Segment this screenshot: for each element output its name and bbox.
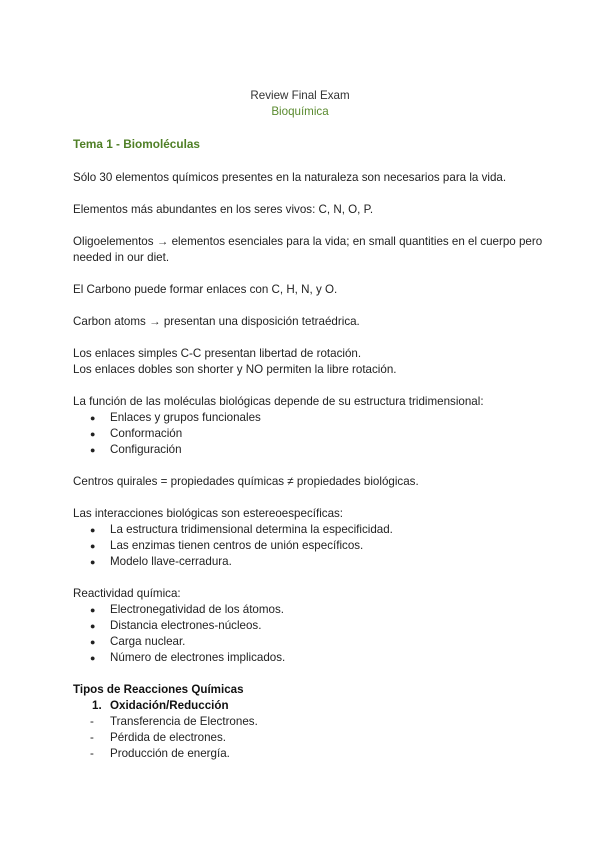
enlaces-dobles-line: Los enlaces dobles son shorter y NO permiten la libre rotación. bbox=[73, 363, 397, 376]
list-item: ● Conformación bbox=[90, 427, 183, 440]
bullet-icon: ● bbox=[90, 605, 96, 615]
bullet-list-interacciones bbox=[73, 522, 543, 570]
dash-icon: - bbox=[90, 715, 94, 728]
bullet-icon: ● bbox=[90, 637, 96, 647]
list-item: ● La estructura tridimensional determina la especificidad. bbox=[90, 523, 393, 536]
list-item: ● Modelo llave-cerradura. bbox=[90, 555, 232, 568]
paragraph-oligoelementos: Oligoelementos → elementos esenciales para la vida; en small quantities en el cuerpo pero needed in our diet. bbox=[73, 235, 543, 264]
bullet-list-funcion bbox=[73, 410, 543, 458]
bullet-icon: ● bbox=[90, 621, 96, 631]
bullet-icon: ● bbox=[90, 557, 96, 567]
list-item: ● Configuración bbox=[90, 443, 182, 456]
numbered-list-tipos bbox=[73, 698, 543, 714]
document-content bbox=[73, 170, 543, 762]
list-item: - Transferencia de Electrones. bbox=[90, 715, 258, 728]
bullet-icon: ● bbox=[90, 429, 96, 439]
section-heading-tema-1: Tema 1 - Biomoléculas bbox=[73, 137, 200, 151]
paragraph-reactividad-intro: Reactividad química: bbox=[73, 587, 181, 600]
list-item: - Pérdida de electrones. bbox=[90, 731, 227, 744]
section-heading-tipos-reacciones: Tipos de Reacciones Químicas bbox=[73, 683, 244, 696]
paragraph-enlaces bbox=[73, 346, 543, 378]
list-item: ● Número de electrones implicados. bbox=[90, 651, 286, 664]
paragraph-elementos-abundantes: Elementos más abundantes en los seres vivos: C, N, O, P. bbox=[73, 203, 374, 216]
dash-icon: - bbox=[90, 747, 94, 760]
paragraph-funcion-intro: La función de las moléculas biológicas depende de su estructura tridimensional: bbox=[73, 395, 484, 408]
list-item: - Producción de energía. bbox=[90, 747, 230, 760]
paragraph-carbono-enlaces: El Carbono puede formar enlaces con C, H, N, y O. bbox=[73, 283, 338, 296]
list-item: ● Enlaces y grupos funcionales bbox=[90, 411, 261, 424]
list-item: ● Carga nuclear. bbox=[90, 635, 186, 648]
paragraph-centros-quirales: Centros quirales = propiedades químicas ≠ propiedades biológicas. bbox=[73, 475, 419, 488]
enlaces-simples-line: Los enlaces simples C-C presentan libertad de rotación. bbox=[73, 347, 362, 360]
dash-icon: - bbox=[90, 731, 94, 744]
paragraph-interacciones-intro: Las interacciones biológicas son estereoespecíficas: bbox=[73, 507, 344, 520]
bullet-icon: ● bbox=[90, 653, 96, 663]
bullet-icon: ● bbox=[90, 525, 96, 535]
bullet-icon: ● bbox=[90, 541, 96, 551]
numbered-item: 1. Oxidación/Reducción bbox=[92, 699, 229, 712]
list-item: ● Distancia electrones-núcleos. bbox=[90, 619, 262, 632]
bullet-icon: ● bbox=[90, 445, 96, 455]
dash-list-oxidacion bbox=[73, 714, 543, 762]
list-item: ● Las enzimas tienen centros de unión específicos. bbox=[90, 539, 364, 552]
paragraph-carbon-atoms: Carbon atoms → presentan una disposición tetraédrica. bbox=[73, 315, 360, 328]
document-title: Review Final Exam bbox=[250, 89, 350, 102]
document-subtitle: Bioquímica bbox=[271, 105, 329, 118]
list-item: ● Electronegatividad de los átomos. bbox=[90, 603, 285, 616]
bullet-icon: ● bbox=[90, 413, 96, 423]
bullet-list-reactividad bbox=[73, 602, 543, 666]
paragraph-elementos-vida: Sólo 30 elementos químicos presentes en la naturaleza son necesarios para la vida. bbox=[73, 171, 507, 184]
